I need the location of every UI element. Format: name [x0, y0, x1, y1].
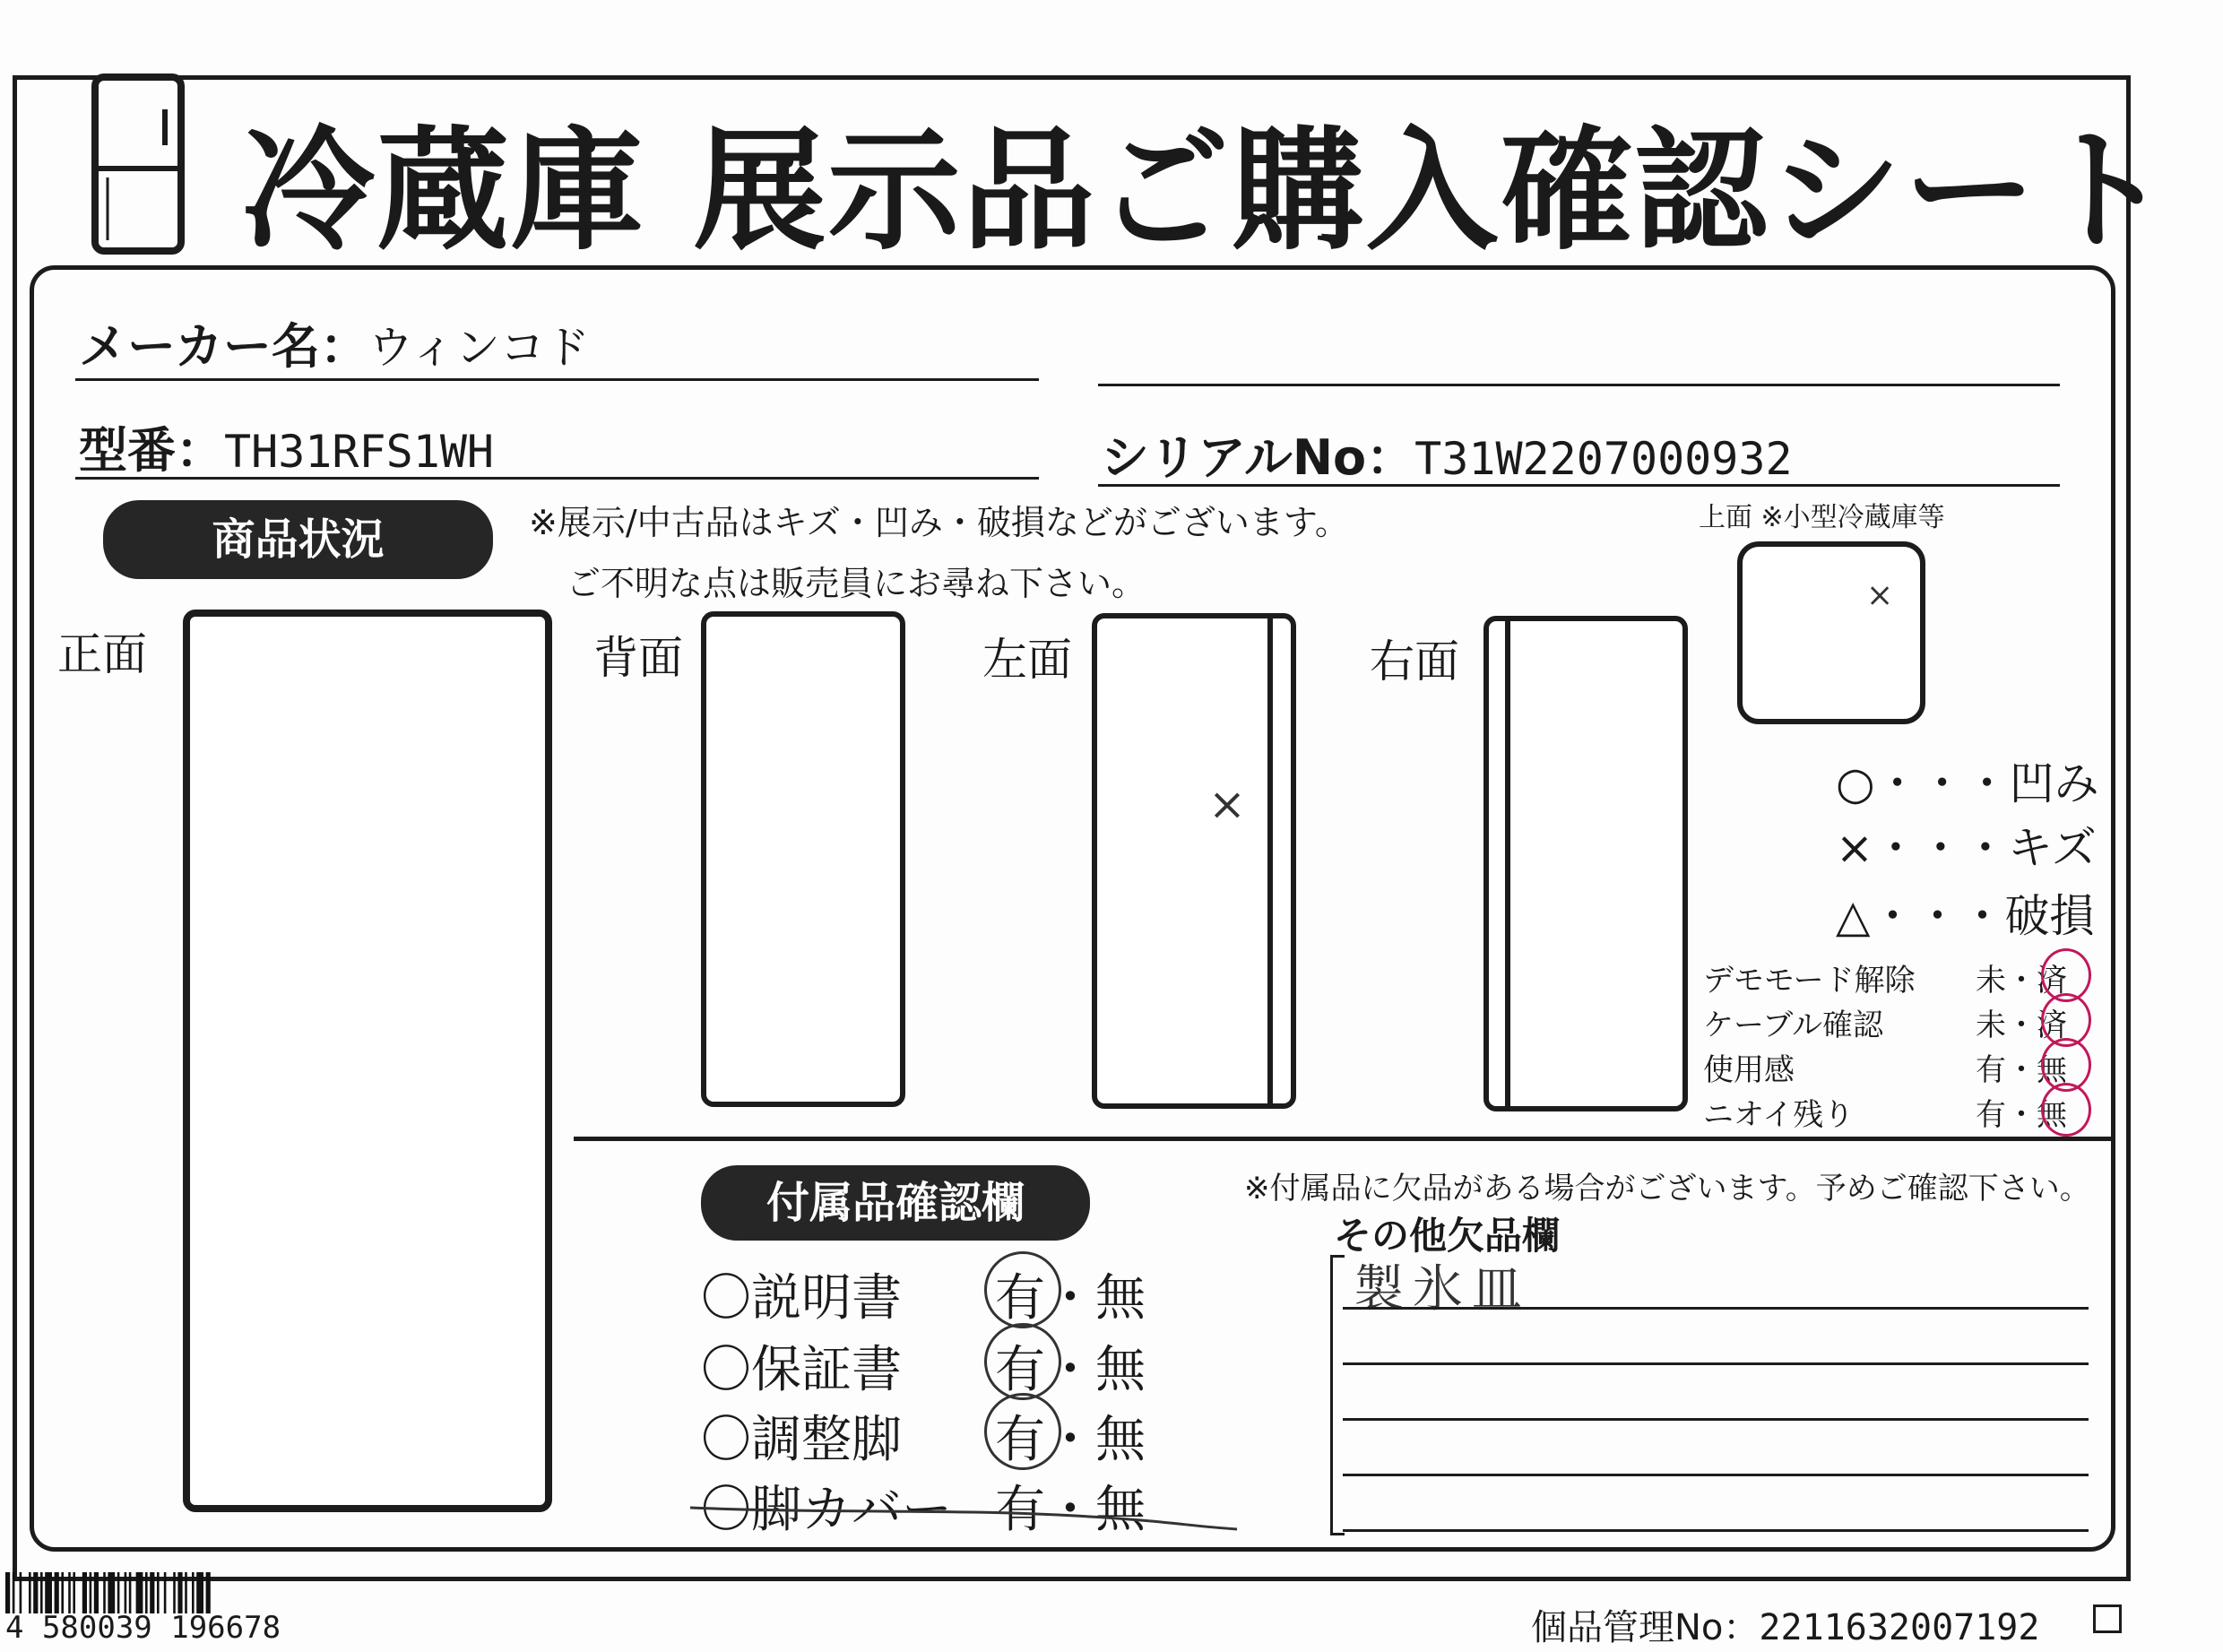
front-face-box [183, 610, 552, 1512]
maker-field [79, 308, 590, 377]
barcode-bar [150, 1572, 154, 1613]
section-divider [574, 1137, 2111, 1141]
missing-title: その他欠品欄 [1334, 1214, 1561, 1258]
maker-value: ウィンコド [368, 322, 590, 374]
serial-underline [1098, 484, 2060, 487]
barcode-bar [157, 1572, 160, 1613]
accessory-feet-selected-circle [984, 1393, 1061, 1470]
accessory-warranty-selected-circle [984, 1323, 1061, 1400]
back-face-box [701, 611, 905, 1107]
legend-dots: ・・・ [1870, 890, 2005, 942]
check-demo-options: 未・済 [1976, 963, 2067, 999]
management-number [1531, 1599, 2039, 1650]
accessories-note: ※付属品に欠品がある場合がございます。予めご確認下さい。 [1244, 1171, 2090, 1207]
missing-bracket-top [1330, 1255, 1345, 1258]
barcode-bar [108, 1572, 115, 1613]
maker-label: メーカー名： [79, 318, 368, 375]
accessories-badge: 付属品確認欄 [701, 1165, 1090, 1241]
model-underline [75, 477, 1039, 480]
condition-note-2: ご不明な点は販売員にお尋ね下さい。 [567, 564, 1146, 603]
legend-meaning: キズ [2007, 822, 2097, 874]
barcode-bar [45, 1572, 52, 1613]
barcode-bar [20, 1572, 22, 1613]
missing-line-2 [1343, 1362, 2089, 1365]
barcode-bar [90, 1572, 92, 1613]
barcode-bar [13, 1572, 15, 1613]
legend-dots: ・・・ [1873, 822, 2008, 874]
left-scratch-mark: × [1208, 778, 1246, 830]
check-usage-label: 使用感 [1703, 1052, 1795, 1088]
barcode-bar [145, 1572, 148, 1613]
legend-meaning: 破損 [2004, 890, 2095, 942]
missing-line-1 [1343, 1307, 2089, 1310]
barcode-bar [55, 1572, 59, 1613]
missing-line-4 [1343, 1474, 2089, 1476]
top-label: 上面 ※小型冷蔵庫等 [1699, 502, 1945, 533]
barcode-bar [5, 1572, 10, 1613]
serial-value: T31W2207000932 [1414, 433, 1793, 485]
missing-line-3 [1343, 1418, 2089, 1421]
accessory-manual-options: 有・無 [995, 1269, 1146, 1328]
maker-underline [75, 378, 1039, 381]
condition-note-1: ※展示/中古品はキズ・凹み・破損などがございます。 [529, 503, 1349, 542]
back-label: 背面 [593, 632, 683, 684]
accessory-feet-options: 有・無 [995, 1411, 1146, 1469]
barcode-bar [136, 1572, 143, 1613]
check-cable-label: ケーブル確認 [1703, 1008, 1883, 1043]
management-label: 個品管理No： [1531, 1607, 1760, 1648]
barcode-number: 4 580039 196678 [5, 1610, 281, 1646]
cross-symbol-icon: × [1836, 822, 1873, 874]
barcode [4, 1572, 323, 1615]
barcode-bar [185, 1572, 187, 1613]
right-face-box [1483, 616, 1688, 1111]
missing-bracket [1330, 1255, 1333, 1533]
accessory-warranty-options: 有・無 [995, 1341, 1146, 1399]
serial-field [1101, 419, 1793, 489]
check-demo-label: デモモード解除 [1703, 963, 1916, 999]
barcode-bar [125, 1572, 127, 1613]
legend-dots: ・・・ [1874, 757, 2010, 809]
triangle-symbol-icon: △ [1836, 890, 1871, 942]
management-checkbox[interactable] [2093, 1604, 2122, 1633]
barcode-bar [82, 1572, 87, 1613]
barcode-bar [206, 1572, 211, 1613]
check-odor-label: ニオイ残り [1703, 1097, 1855, 1133]
missing-line-5 [1343, 1529, 2089, 1532]
legend-meaning: 凹み [2009, 757, 2099, 809]
model-field [79, 412, 494, 481]
barcode-bar [68, 1572, 71, 1613]
barcode-bar [129, 1572, 132, 1613]
accessory-manual-selected-circle [984, 1251, 1061, 1328]
barcode-bar [177, 1572, 182, 1613]
front-label: 正面 [57, 628, 147, 680]
blank-underline [1098, 384, 2060, 386]
serial-label: シリアルNo： [1101, 429, 1415, 486]
barcode-bar [94, 1572, 99, 1613]
accessory-footcover-options: 有・無 [995, 1481, 1146, 1539]
barcode-bar [196, 1572, 203, 1613]
model-label: 型番： [79, 422, 224, 479]
left-label: 左面 [982, 634, 1072, 686]
condition-badge: 商品状況 [103, 500, 493, 579]
left-face-box [1092, 613, 1296, 1109]
strikethrough-line [681, 1488, 1255, 1542]
barcode-bar [61, 1572, 64, 1613]
legend-damage [1836, 880, 2094, 945]
accessory-manual-label: 〇説明書 [701, 1269, 902, 1328]
accessory-footcover-label: 〇脚カバー [701, 1481, 952, 1539]
missing-bracket-bottom [1330, 1533, 1345, 1535]
barcode-bar [164, 1572, 167, 1613]
management-value: 2211632007192 [1759, 1607, 2040, 1648]
right-face-edge [1505, 621, 1510, 1106]
legend-dent [1836, 748, 2099, 812]
left-face-edge [1267, 618, 1273, 1103]
barcode-bar [33, 1572, 38, 1613]
check-usage-options: 有・無 [1976, 1052, 2067, 1088]
barcode-bar [103, 1572, 106, 1613]
barcode-bar [40, 1572, 43, 1613]
top-scratch-mark: × [1866, 577, 1894, 614]
check-odor-options: 有・無 [1976, 1097, 2067, 1133]
accessory-warranty-label: 〇保証書 [701, 1341, 902, 1399]
check-odor-selected-circle [2041, 1083, 2091, 1137]
barcode-bar [29, 1572, 31, 1613]
fridge-icon [90, 72, 186, 256]
circle-symbol-icon: ○ [1836, 757, 1875, 809]
missing-entry: 製氷皿 [1354, 1260, 1531, 1319]
barcode-bar [73, 1572, 75, 1613]
legend-scratch [1836, 812, 2097, 877]
model-value: TH31RFS1WH [224, 426, 495, 478]
barcode-bar [117, 1572, 120, 1613]
sheet-title: 冷蔵庫 展示品ご購入確認シート [242, 114, 2173, 268]
barcode-bar [173, 1572, 176, 1613]
check-cable-options: 未・済 [1976, 1008, 2067, 1043]
barcode-bar [192, 1572, 195, 1613]
right-label: 右面 [1370, 636, 1459, 688]
top-face-box [1737, 541, 1925, 724]
accessory-feet-label: 〇調整脚 [701, 1411, 902, 1469]
